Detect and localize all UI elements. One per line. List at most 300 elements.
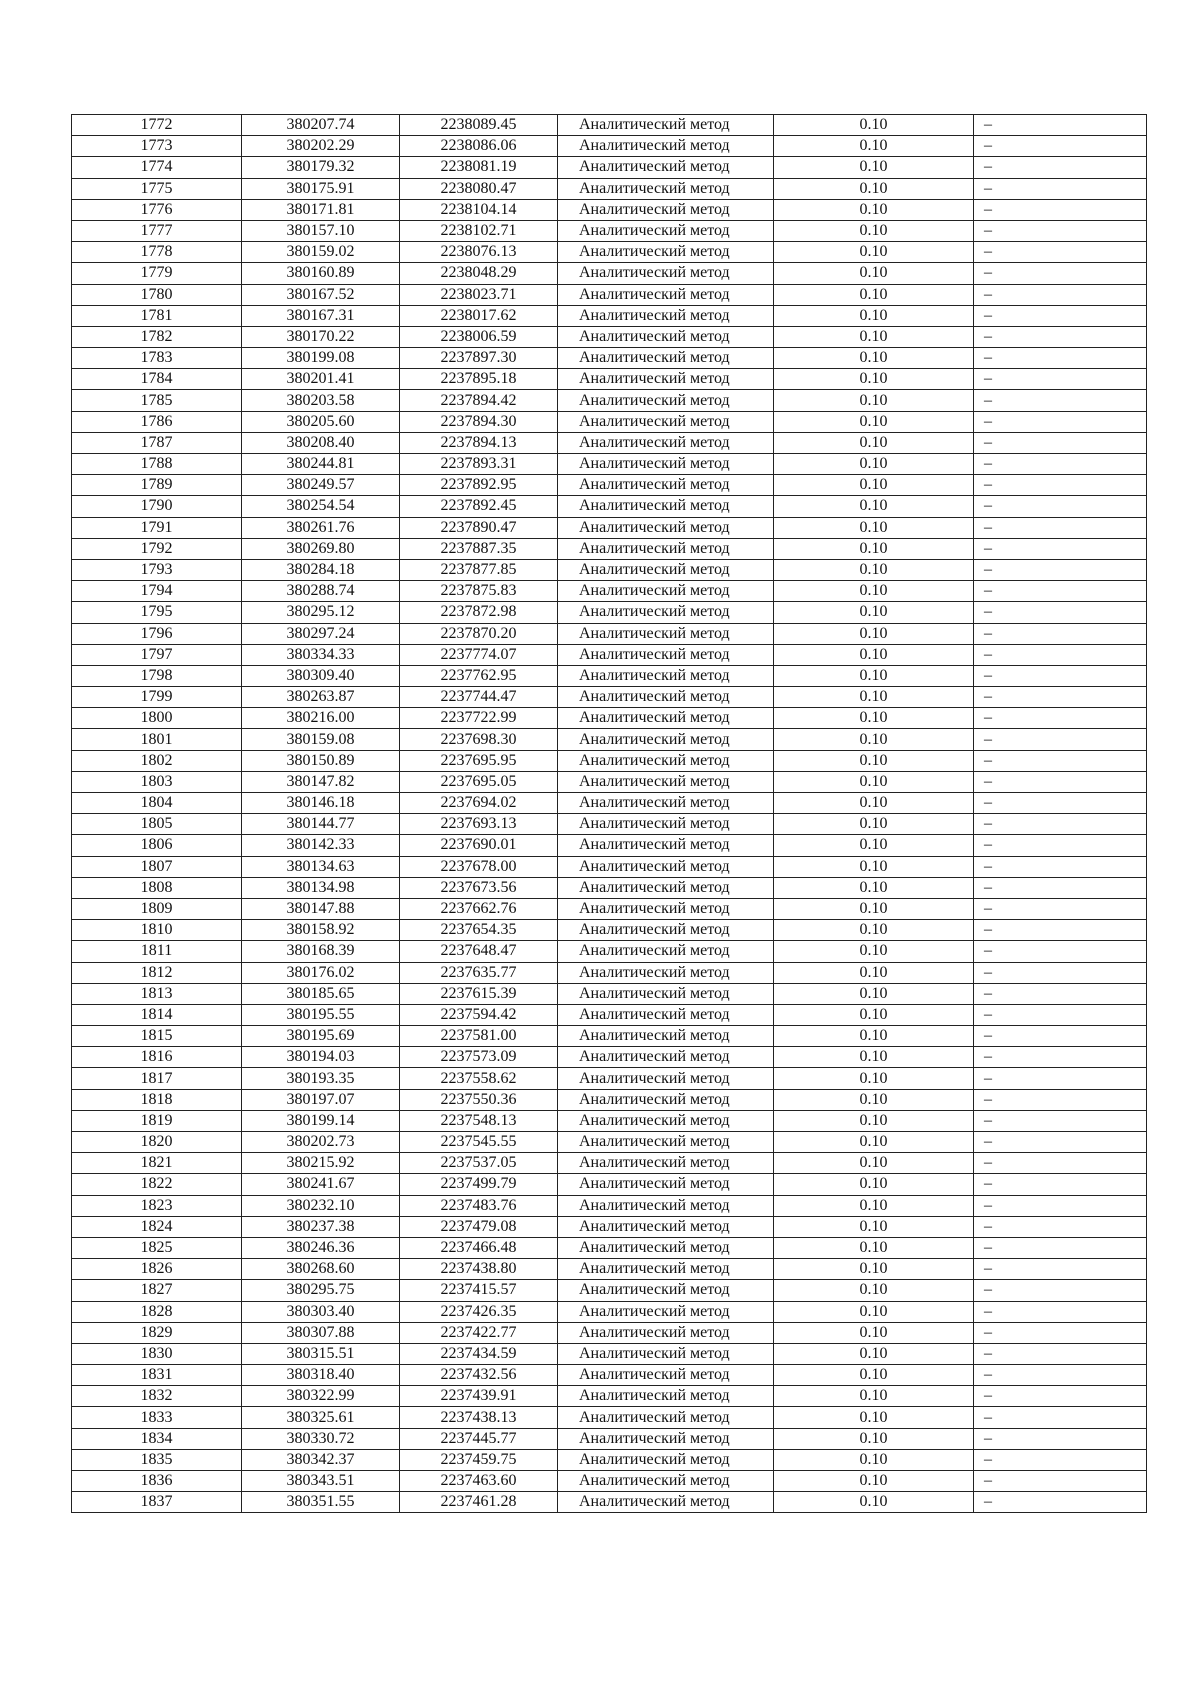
method-cell: Аналитический метод bbox=[558, 1280, 774, 1301]
y-coordinate-cell: 2238102.71 bbox=[400, 220, 558, 241]
table-row bbox=[72, 1026, 1147, 1047]
point-number-cell: 1816 bbox=[72, 1047, 242, 1068]
description-cell: – bbox=[974, 517, 1147, 538]
method-cell: Аналитический метод bbox=[558, 1237, 774, 1258]
x-coordinate-cell: 380146.18 bbox=[242, 793, 400, 814]
description-cell: – bbox=[974, 496, 1147, 517]
table-row bbox=[72, 962, 1147, 983]
description-cell: – bbox=[974, 284, 1147, 305]
point-number-cell: 1808 bbox=[72, 877, 242, 898]
description-cell: – bbox=[974, 708, 1147, 729]
table-row bbox=[72, 475, 1147, 496]
accuracy-cell: 0.10 bbox=[774, 1237, 974, 1258]
point-number-cell: 1811 bbox=[72, 941, 242, 962]
x-coordinate-cell: 380241.67 bbox=[242, 1174, 400, 1195]
table-row bbox=[72, 1195, 1147, 1216]
description-cell: – bbox=[974, 1004, 1147, 1025]
x-coordinate-cell: 380176.02 bbox=[242, 962, 400, 983]
x-coordinate-cell: 380202.29 bbox=[242, 136, 400, 157]
table-row bbox=[72, 665, 1147, 686]
accuracy-cell: 0.10 bbox=[774, 962, 974, 983]
method-cell: Аналитический метод bbox=[558, 157, 774, 178]
method-cell: Аналитический метод bbox=[558, 475, 774, 496]
y-coordinate-cell: 2237466.48 bbox=[400, 1237, 558, 1258]
y-coordinate-cell: 2237892.45 bbox=[400, 496, 558, 517]
x-coordinate-cell: 380199.14 bbox=[242, 1110, 400, 1131]
point-number-cell: 1783 bbox=[72, 348, 242, 369]
method-cell: Аналитический метод bbox=[558, 432, 774, 453]
method-cell: Аналитический метод bbox=[558, 559, 774, 580]
table-row bbox=[72, 1471, 1147, 1492]
method-cell: Аналитический метод bbox=[558, 1407, 774, 1428]
y-coordinate-cell: 2238017.62 bbox=[400, 305, 558, 326]
point-number-cell: 1797 bbox=[72, 644, 242, 665]
method-cell: Аналитический метод bbox=[558, 898, 774, 919]
accuracy-cell: 0.10 bbox=[774, 665, 974, 686]
description-cell: – bbox=[974, 305, 1147, 326]
x-coordinate-cell: 380216.00 bbox=[242, 708, 400, 729]
method-cell: Аналитический метод bbox=[558, 1004, 774, 1025]
method-cell: Аналитический метод bbox=[558, 1322, 774, 1343]
x-coordinate-cell: 380167.52 bbox=[242, 284, 400, 305]
accuracy-cell: 0.10 bbox=[774, 1428, 974, 1449]
y-coordinate-cell: 2237678.00 bbox=[400, 856, 558, 877]
x-coordinate-cell: 380303.40 bbox=[242, 1301, 400, 1322]
y-coordinate-cell: 2237445.77 bbox=[400, 1428, 558, 1449]
accuracy-cell: 0.10 bbox=[774, 920, 974, 941]
accuracy-cell: 0.10 bbox=[774, 348, 974, 369]
x-coordinate-cell: 380208.40 bbox=[242, 432, 400, 453]
method-cell: Аналитический метод bbox=[558, 1471, 774, 1492]
y-coordinate-cell: 2237594.42 bbox=[400, 1004, 558, 1025]
table-row bbox=[72, 729, 1147, 750]
table-row bbox=[72, 220, 1147, 241]
method-cell: Аналитический метод bbox=[558, 983, 774, 1004]
description-cell: – bbox=[974, 475, 1147, 496]
x-coordinate-cell: 380195.55 bbox=[242, 1004, 400, 1025]
x-coordinate-cell: 380197.07 bbox=[242, 1089, 400, 1110]
x-coordinate-cell: 380142.33 bbox=[242, 835, 400, 856]
table-row bbox=[72, 623, 1147, 644]
table-row bbox=[72, 369, 1147, 390]
accuracy-cell: 0.10 bbox=[774, 1174, 974, 1195]
y-coordinate-cell: 2237872.98 bbox=[400, 602, 558, 623]
y-coordinate-cell: 2237615.39 bbox=[400, 983, 558, 1004]
point-number-cell: 1788 bbox=[72, 454, 242, 475]
description-cell: – bbox=[974, 941, 1147, 962]
table-row bbox=[72, 284, 1147, 305]
point-number-cell: 1810 bbox=[72, 920, 242, 941]
accuracy-cell: 0.10 bbox=[774, 496, 974, 517]
y-coordinate-cell: 2237894.42 bbox=[400, 390, 558, 411]
point-number-cell: 1773 bbox=[72, 136, 242, 157]
point-number-cell: 1837 bbox=[72, 1492, 242, 1513]
accuracy-cell: 0.10 bbox=[774, 305, 974, 326]
point-number-cell: 1818 bbox=[72, 1089, 242, 1110]
method-cell: Аналитический метод bbox=[558, 1068, 774, 1089]
description-cell: – bbox=[974, 750, 1147, 771]
point-number-cell: 1820 bbox=[72, 1132, 242, 1153]
method-cell: Аналитический метод bbox=[558, 1110, 774, 1131]
description-cell: – bbox=[974, 1132, 1147, 1153]
table-row bbox=[72, 687, 1147, 708]
y-coordinate-cell: 2237695.05 bbox=[400, 771, 558, 792]
x-coordinate-cell: 380195.69 bbox=[242, 1026, 400, 1047]
point-number-cell: 1789 bbox=[72, 475, 242, 496]
point-number-cell: 1803 bbox=[72, 771, 242, 792]
accuracy-cell: 0.10 bbox=[774, 475, 974, 496]
table-row bbox=[72, 602, 1147, 623]
point-number-cell: 1787 bbox=[72, 432, 242, 453]
accuracy-cell: 0.10 bbox=[774, 877, 974, 898]
y-coordinate-cell: 2238076.13 bbox=[400, 242, 558, 263]
table-row bbox=[72, 793, 1147, 814]
method-cell: Аналитический метод bbox=[558, 708, 774, 729]
table-row bbox=[72, 305, 1147, 326]
method-cell: Аналитический метод bbox=[558, 454, 774, 475]
x-coordinate-cell: 380268.60 bbox=[242, 1259, 400, 1280]
accuracy-cell: 0.10 bbox=[774, 1110, 974, 1131]
description-cell: – bbox=[974, 369, 1147, 390]
point-number-cell: 1796 bbox=[72, 623, 242, 644]
accuracy-cell: 0.10 bbox=[774, 941, 974, 962]
description-cell: – bbox=[974, 390, 1147, 411]
x-coordinate-cell: 380246.36 bbox=[242, 1237, 400, 1258]
method-cell: Аналитический метод bbox=[558, 1047, 774, 1068]
accuracy-cell: 0.10 bbox=[774, 1089, 974, 1110]
method-cell: Аналитический метод bbox=[558, 771, 774, 792]
method-cell: Аналитический метод bbox=[558, 1089, 774, 1110]
method-cell: Аналитический метод bbox=[558, 1301, 774, 1322]
accuracy-cell: 0.10 bbox=[774, 454, 974, 475]
accuracy-cell: 0.10 bbox=[774, 220, 974, 241]
y-coordinate-cell: 2237690.01 bbox=[400, 835, 558, 856]
y-coordinate-cell: 2238089.45 bbox=[400, 115, 558, 136]
method-cell: Аналитический метод bbox=[558, 1449, 774, 1470]
method-cell: Аналитический метод bbox=[558, 1428, 774, 1449]
table-row bbox=[72, 1322, 1147, 1343]
y-coordinate-cell: 2237875.83 bbox=[400, 581, 558, 602]
method-cell: Аналитический метод bbox=[558, 411, 774, 432]
coordinates-table bbox=[71, 114, 1147, 1513]
table-row bbox=[72, 178, 1147, 199]
accuracy-cell: 0.10 bbox=[774, 1004, 974, 1025]
y-coordinate-cell: 2238080.47 bbox=[400, 178, 558, 199]
accuracy-cell: 0.10 bbox=[774, 750, 974, 771]
x-coordinate-cell: 380330.72 bbox=[242, 1428, 400, 1449]
point-number-cell: 1802 bbox=[72, 750, 242, 771]
method-cell: Аналитический метод bbox=[558, 1174, 774, 1195]
x-coordinate-cell: 380334.33 bbox=[242, 644, 400, 665]
accuracy-cell: 0.10 bbox=[774, 432, 974, 453]
point-number-cell: 1784 bbox=[72, 369, 242, 390]
table-row bbox=[72, 263, 1147, 284]
y-coordinate-cell: 2237573.09 bbox=[400, 1047, 558, 1068]
y-coordinate-cell: 2238023.71 bbox=[400, 284, 558, 305]
y-coordinate-cell: 2237537.05 bbox=[400, 1153, 558, 1174]
method-cell: Аналитический метод bbox=[558, 1343, 774, 1364]
x-coordinate-cell: 380318.40 bbox=[242, 1365, 400, 1386]
description-cell: – bbox=[974, 559, 1147, 580]
method-cell: Аналитический метод bbox=[558, 835, 774, 856]
point-number-cell: 1823 bbox=[72, 1195, 242, 1216]
x-coordinate-cell: 380237.38 bbox=[242, 1216, 400, 1237]
method-cell: Аналитический метод bbox=[558, 644, 774, 665]
x-coordinate-cell: 380134.98 bbox=[242, 877, 400, 898]
point-number-cell: 1779 bbox=[72, 263, 242, 284]
table-row bbox=[72, 1153, 1147, 1174]
x-coordinate-cell: 380297.24 bbox=[242, 623, 400, 644]
point-number-cell: 1826 bbox=[72, 1259, 242, 1280]
description-cell: – bbox=[974, 1492, 1147, 1513]
description-cell: – bbox=[974, 432, 1147, 453]
method-cell: Аналитический метод bbox=[558, 326, 774, 347]
y-coordinate-cell: 2237774.07 bbox=[400, 644, 558, 665]
point-number-cell: 1781 bbox=[72, 305, 242, 326]
description-cell: – bbox=[974, 962, 1147, 983]
method-cell: Аналитический метод bbox=[558, 665, 774, 686]
x-coordinate-cell: 380150.89 bbox=[242, 750, 400, 771]
y-coordinate-cell: 2237499.79 bbox=[400, 1174, 558, 1195]
point-number-cell: 1807 bbox=[72, 856, 242, 877]
method-cell: Аналитический метод bbox=[558, 199, 774, 220]
x-coordinate-cell: 380322.99 bbox=[242, 1386, 400, 1407]
table-row bbox=[72, 835, 1147, 856]
description-cell: – bbox=[974, 1471, 1147, 1492]
x-coordinate-cell: 380325.61 bbox=[242, 1407, 400, 1428]
table-row bbox=[72, 136, 1147, 157]
x-coordinate-cell: 380175.91 bbox=[242, 178, 400, 199]
description-cell: – bbox=[974, 136, 1147, 157]
description-cell: – bbox=[974, 877, 1147, 898]
x-coordinate-cell: 380159.02 bbox=[242, 242, 400, 263]
table-row bbox=[72, 496, 1147, 517]
table-row bbox=[72, 941, 1147, 962]
x-coordinate-cell: 380157.10 bbox=[242, 220, 400, 241]
description-cell: – bbox=[974, 1068, 1147, 1089]
point-number-cell: 1814 bbox=[72, 1004, 242, 1025]
x-coordinate-cell: 380244.81 bbox=[242, 454, 400, 475]
point-number-cell: 1782 bbox=[72, 326, 242, 347]
point-number-cell: 1827 bbox=[72, 1280, 242, 1301]
method-cell: Аналитический метод bbox=[558, 220, 774, 241]
accuracy-cell: 0.10 bbox=[774, 1195, 974, 1216]
point-number-cell: 1774 bbox=[72, 157, 242, 178]
x-coordinate-cell: 380307.88 bbox=[242, 1322, 400, 1343]
x-coordinate-cell: 380168.39 bbox=[242, 941, 400, 962]
point-number-cell: 1812 bbox=[72, 962, 242, 983]
x-coordinate-cell: 380194.03 bbox=[242, 1047, 400, 1068]
point-number-cell: 1795 bbox=[72, 602, 242, 623]
method-cell: Аналитический метод bbox=[558, 941, 774, 962]
method-cell: Аналитический метод bbox=[558, 263, 774, 284]
y-coordinate-cell: 2237762.95 bbox=[400, 665, 558, 686]
table-row bbox=[72, 1047, 1147, 1068]
method-cell: Аналитический метод bbox=[558, 623, 774, 644]
y-coordinate-cell: 2237439.91 bbox=[400, 1386, 558, 1407]
description-cell: – bbox=[974, 157, 1147, 178]
method-cell: Аналитический метод bbox=[558, 1386, 774, 1407]
method-cell: Аналитический метод bbox=[558, 178, 774, 199]
point-number-cell: 1772 bbox=[72, 115, 242, 136]
accuracy-cell: 0.10 bbox=[774, 729, 974, 750]
table-row bbox=[72, 814, 1147, 835]
table-row bbox=[72, 411, 1147, 432]
coordinates-table-body bbox=[72, 115, 1147, 1513]
accuracy-cell: 0.10 bbox=[774, 1026, 974, 1047]
accuracy-cell: 0.10 bbox=[774, 411, 974, 432]
y-coordinate-cell: 2237662.76 bbox=[400, 898, 558, 919]
accuracy-cell: 0.10 bbox=[774, 1259, 974, 1280]
y-coordinate-cell: 2237887.35 bbox=[400, 538, 558, 559]
method-cell: Аналитический метод bbox=[558, 750, 774, 771]
point-number-cell: 1809 bbox=[72, 898, 242, 919]
point-number-cell: 1785 bbox=[72, 390, 242, 411]
x-coordinate-cell: 380315.51 bbox=[242, 1343, 400, 1364]
accuracy-cell: 0.10 bbox=[774, 708, 974, 729]
accuracy-cell: 0.10 bbox=[774, 178, 974, 199]
x-coordinate-cell: 380343.51 bbox=[242, 1471, 400, 1492]
accuracy-cell: 0.10 bbox=[774, 136, 974, 157]
method-cell: Аналитический метод bbox=[558, 687, 774, 708]
y-coordinate-cell: 2237459.75 bbox=[400, 1449, 558, 1470]
accuracy-cell: 0.10 bbox=[774, 1068, 974, 1089]
point-number-cell: 1799 bbox=[72, 687, 242, 708]
point-number-cell: 1834 bbox=[72, 1428, 242, 1449]
x-coordinate-cell: 380201.41 bbox=[242, 369, 400, 390]
accuracy-cell: 0.10 bbox=[774, 559, 974, 580]
point-number-cell: 1798 bbox=[72, 665, 242, 686]
accuracy-cell: 0.10 bbox=[774, 1471, 974, 1492]
y-coordinate-cell: 2237897.30 bbox=[400, 348, 558, 369]
accuracy-cell: 0.10 bbox=[774, 1216, 974, 1237]
method-cell: Аналитический метод bbox=[558, 856, 774, 877]
table-row bbox=[72, 1004, 1147, 1025]
accuracy-cell: 0.10 bbox=[774, 284, 974, 305]
description-cell: – bbox=[974, 1026, 1147, 1047]
table-row bbox=[72, 1174, 1147, 1195]
description-cell: – bbox=[974, 199, 1147, 220]
table-row bbox=[72, 1110, 1147, 1131]
accuracy-cell: 0.10 bbox=[774, 983, 974, 1004]
method-cell: Аналитический метод bbox=[558, 369, 774, 390]
description-cell: – bbox=[974, 263, 1147, 284]
method-cell: Аналитический метод bbox=[558, 390, 774, 411]
point-number-cell: 1835 bbox=[72, 1449, 242, 1470]
description-cell: – bbox=[974, 771, 1147, 792]
point-number-cell: 1819 bbox=[72, 1110, 242, 1131]
table-row bbox=[72, 1068, 1147, 1089]
x-coordinate-cell: 380159.08 bbox=[242, 729, 400, 750]
table-row bbox=[72, 1259, 1147, 1280]
point-number-cell: 1778 bbox=[72, 242, 242, 263]
table-row bbox=[72, 1407, 1147, 1428]
x-coordinate-cell: 380179.32 bbox=[242, 157, 400, 178]
description-cell: – bbox=[974, 220, 1147, 241]
x-coordinate-cell: 380269.80 bbox=[242, 538, 400, 559]
method-cell: Аналитический метод bbox=[558, 602, 774, 623]
table-row bbox=[72, 1089, 1147, 1110]
table-row bbox=[72, 115, 1147, 136]
table-row bbox=[72, 581, 1147, 602]
y-coordinate-cell: 2237461.28 bbox=[400, 1492, 558, 1513]
point-number-cell: 1780 bbox=[72, 284, 242, 305]
method-cell: Аналитический метод bbox=[558, 729, 774, 750]
accuracy-cell: 0.10 bbox=[774, 793, 974, 814]
table-row bbox=[72, 644, 1147, 665]
description-cell: – bbox=[974, 1386, 1147, 1407]
y-coordinate-cell: 2237581.00 bbox=[400, 1026, 558, 1047]
point-number-cell: 1828 bbox=[72, 1301, 242, 1322]
accuracy-cell: 0.10 bbox=[774, 771, 974, 792]
y-coordinate-cell: 2238104.14 bbox=[400, 199, 558, 220]
y-coordinate-cell: 2237438.13 bbox=[400, 1407, 558, 1428]
description-cell: – bbox=[974, 1280, 1147, 1301]
table-row bbox=[72, 1428, 1147, 1449]
method-cell: Аналитический метод bbox=[558, 115, 774, 136]
x-coordinate-cell: 380160.89 bbox=[242, 263, 400, 284]
accuracy-cell: 0.10 bbox=[774, 1153, 974, 1174]
x-coordinate-cell: 380199.08 bbox=[242, 348, 400, 369]
accuracy-cell: 0.10 bbox=[774, 1365, 974, 1386]
method-cell: Аналитический метод bbox=[558, 1492, 774, 1513]
point-number-cell: 1825 bbox=[72, 1237, 242, 1258]
accuracy-cell: 0.10 bbox=[774, 1280, 974, 1301]
description-cell: – bbox=[974, 1322, 1147, 1343]
y-coordinate-cell: 2237548.13 bbox=[400, 1110, 558, 1131]
table-row bbox=[72, 877, 1147, 898]
table-row bbox=[72, 1386, 1147, 1407]
accuracy-cell: 0.10 bbox=[774, 1132, 974, 1153]
y-coordinate-cell: 2237673.56 bbox=[400, 877, 558, 898]
y-coordinate-cell: 2237895.18 bbox=[400, 369, 558, 390]
point-number-cell: 1800 bbox=[72, 708, 242, 729]
description-cell: – bbox=[974, 411, 1147, 432]
description-cell: – bbox=[974, 454, 1147, 475]
method-cell: Аналитический метод bbox=[558, 136, 774, 157]
x-coordinate-cell: 380147.88 bbox=[242, 898, 400, 919]
y-coordinate-cell: 2237550.36 bbox=[400, 1089, 558, 1110]
method-cell: Аналитический метод bbox=[558, 581, 774, 602]
method-cell: Аналитический метод bbox=[558, 814, 774, 835]
point-number-cell: 1791 bbox=[72, 517, 242, 538]
point-number-cell: 1792 bbox=[72, 538, 242, 559]
point-number-cell: 1822 bbox=[72, 1174, 242, 1195]
accuracy-cell: 0.10 bbox=[774, 602, 974, 623]
x-coordinate-cell: 380309.40 bbox=[242, 665, 400, 686]
accuracy-cell: 0.10 bbox=[774, 581, 974, 602]
method-cell: Аналитический метод bbox=[558, 793, 774, 814]
description-cell: – bbox=[974, 1343, 1147, 1364]
description-cell: – bbox=[974, 1301, 1147, 1322]
point-number-cell: 1833 bbox=[72, 1407, 242, 1428]
point-number-cell: 1830 bbox=[72, 1343, 242, 1364]
description-cell: – bbox=[974, 1047, 1147, 1068]
point-number-cell: 1815 bbox=[72, 1026, 242, 1047]
method-cell: Аналитический метод bbox=[558, 305, 774, 326]
description-cell: – bbox=[974, 178, 1147, 199]
description-cell: – bbox=[974, 983, 1147, 1004]
y-coordinate-cell: 2237694.02 bbox=[400, 793, 558, 814]
accuracy-cell: 0.10 bbox=[774, 1322, 974, 1343]
x-coordinate-cell: 380207.74 bbox=[242, 115, 400, 136]
x-coordinate-cell: 380202.73 bbox=[242, 1132, 400, 1153]
point-number-cell: 1790 bbox=[72, 496, 242, 517]
point-number-cell: 1831 bbox=[72, 1365, 242, 1386]
table-row bbox=[72, 708, 1147, 729]
description-cell: – bbox=[974, 644, 1147, 665]
accuracy-cell: 0.10 bbox=[774, 263, 974, 284]
